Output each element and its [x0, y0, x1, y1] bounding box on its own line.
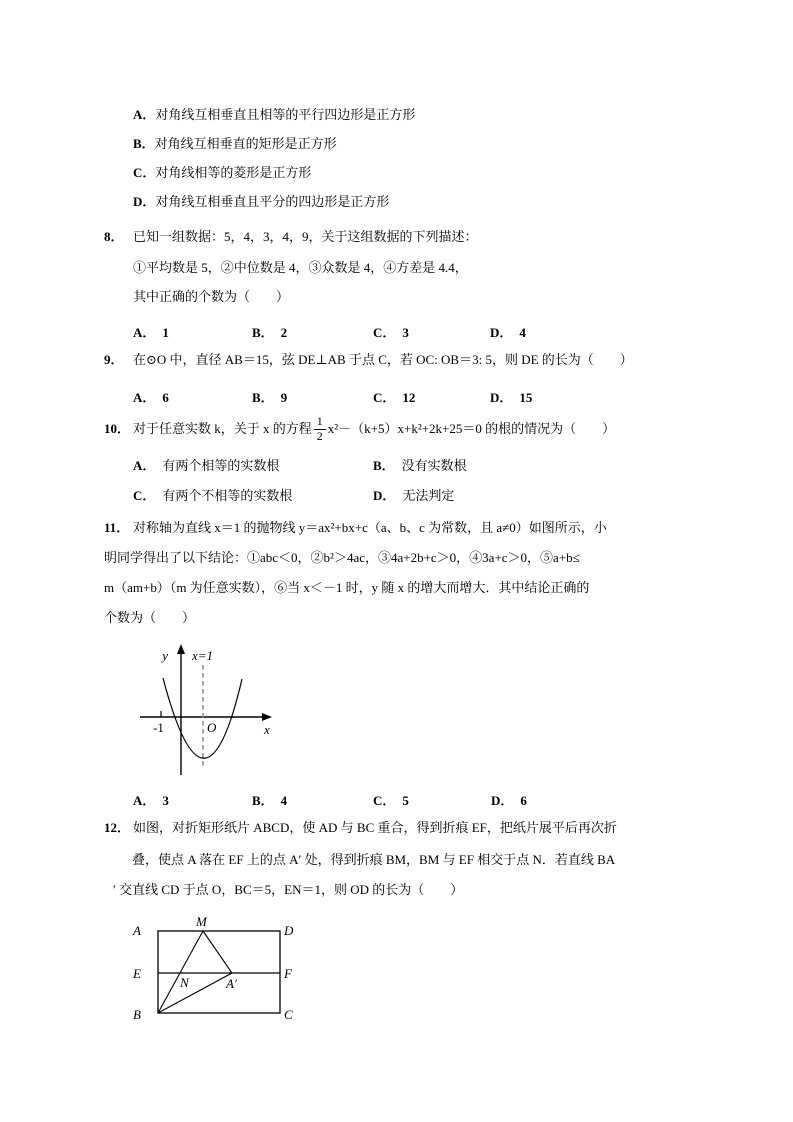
q9-stem-line: [104, 352, 633, 368]
q11-stem-line2: 明同学得出了以下结论：①abc＜0，②b²＞4ac，③4a+2b+c＞0，④3a+c＞0，⑤a+b≤: [104, 550, 580, 565]
q10-fraction-denominator: 2: [316, 428, 323, 443]
q9-option-c: C． 12: [373, 390, 416, 405]
q10-stem-line: [104, 408, 615, 450]
q12-number: 12．: [104, 820, 131, 835]
q7-option-a-label: A．: [133, 107, 156, 122]
q10-fraction-numerator: 1: [314, 415, 326, 430]
q8-number: 8．: [104, 229, 124, 244]
label-e: E: [133, 966, 141, 981]
q7-option-d-text: 对角线互相垂直且平分的四边形是正方形: [155, 194, 390, 209]
symmetry-axis-label: x=1: [192, 648, 214, 663]
q7-option-b: [133, 136, 337, 152]
q7-option-d-label: D．: [133, 194, 156, 209]
q7-option-b-label: B．: [133, 136, 155, 151]
q7-option-a: [133, 107, 415, 123]
q8-option-d: D． 4: [490, 325, 526, 340]
origin-label: O: [207, 720, 217, 735]
q7-option-c-label: C．: [133, 165, 156, 180]
rectangle-abcd: [158, 931, 280, 1013]
q11-line1-text: 对称轴为直线 x＝1 的抛物线 y＝ax²+bx+c（a、b、c 为常数，且 a≠0）如图所示，小: [133, 520, 607, 535]
q10-stem-before: 对于任意实数 k，关于 x 的方程: [133, 421, 312, 436]
q9-option-a: A． 6: [133, 390, 169, 405]
q8-option-a: A． 1: [133, 325, 169, 340]
label-d: D: [284, 923, 294, 938]
q7-option-b-text: 对角线互相垂直的矩形是正方形: [154, 136, 337, 151]
q12-line1-text: 如图，对折矩形纸片 ABCD，使 AD 与 BC 重合，得到折痕 EF，把纸片展平后再次折: [133, 820, 617, 835]
q8-question-line: 其中正确的个数为（ ）: [133, 289, 290, 304]
q9-option-b: B． 9: [252, 390, 288, 405]
q7-option-d: [133, 194, 389, 210]
rectangle-fold-figure: [128, 912, 303, 1027]
x-axis-arrow-icon: [262, 713, 272, 721]
q11-option-d: D． 6: [491, 793, 527, 808]
q11-stem-line3: m（am+b）（m 为任意实数），⑥当 x＜－1 时，y 随 x 的增大而增大．其中结论正确的: [104, 580, 590, 595]
q8-statements-line: ①平均数是 5，②中位数是 4，③众数是 4，④方差是 4.4，: [133, 260, 468, 275]
q7-option-c: [133, 165, 311, 181]
q11-stem-line1: [104, 520, 607, 536]
label-c: C: [284, 1007, 293, 1022]
q12-stem-line1: [104, 820, 617, 836]
q8-stem: 已知一组数据：5，4，3，4，9，关于这组数据的下列描述：: [133, 229, 478, 244]
q10-number: 10．: [104, 421, 131, 436]
label-m: M: [196, 914, 207, 929]
label-f: F: [284, 966, 292, 981]
q11-option-a: A． 3: [133, 793, 169, 808]
q11-option-c: C． 5: [373, 793, 409, 808]
x-tick-label: -1: [153, 720, 164, 735]
q9-number: 9．: [104, 352, 124, 367]
q10-fraction: [314, 415, 326, 444]
q10-stem-after: x²－（k+5）x+k²+2k+25＝0 的根的情况为（ ）: [327, 421, 616, 436]
x-axis-label: x: [264, 722, 270, 737]
q10-option-d: D． 无法判定: [373, 488, 455, 503]
q8-stem-line: [104, 229, 478, 245]
q12-stem-line3: ′ 交直线 CD 于点 O，BC＝5，EN＝1，则 OD 的长为（ ）: [113, 882, 464, 897]
label-b: B: [133, 1007, 141, 1022]
q10-option-a: A． 有两个相等的实数根: [133, 458, 280, 473]
q11-stem-line4: 个数为（ ）: [104, 610, 196, 625]
q9-option-d: D． 15: [490, 390, 533, 405]
y-axis-arrow-icon: [177, 644, 185, 654]
label-n: N: [180, 975, 189, 990]
segment-ma-prime: [203, 931, 232, 973]
q11-option-b: B． 4: [252, 793, 288, 808]
q8-option-c: C． 3: [373, 325, 409, 340]
q9-stem: 在⊙O 中，直径 AB＝15，弦 DE⊥AB 于点 C，若 OC: OB＝3: 5，则 DE 的长为（ ）: [133, 352, 633, 367]
q12-stem-line2: 叠，使点 A 落在 EF 上的点 A′ 处，得到折痕 BM，BM 与 EF 相交于点 N．若直线 BA: [132, 852, 616, 867]
q7-option-c-text: 对角线相等的菱形是正方形: [155, 165, 312, 180]
q10-option-c: C． 有两个不相等的实数根: [133, 488, 293, 503]
q10-option-b: B． 没有实数根: [373, 458, 467, 473]
parabola-graph: [138, 640, 283, 780]
label-a: A: [133, 923, 141, 938]
label-a-prime: A′: [226, 976, 237, 991]
q8-option-b: B． 2: [252, 325, 288, 340]
y-axis-label: y: [162, 648, 168, 663]
q7-option-a-text: 对角线互相垂直且相等的平行四边形是正方形: [155, 107, 416, 122]
q11-number: 11．: [104, 520, 130, 535]
